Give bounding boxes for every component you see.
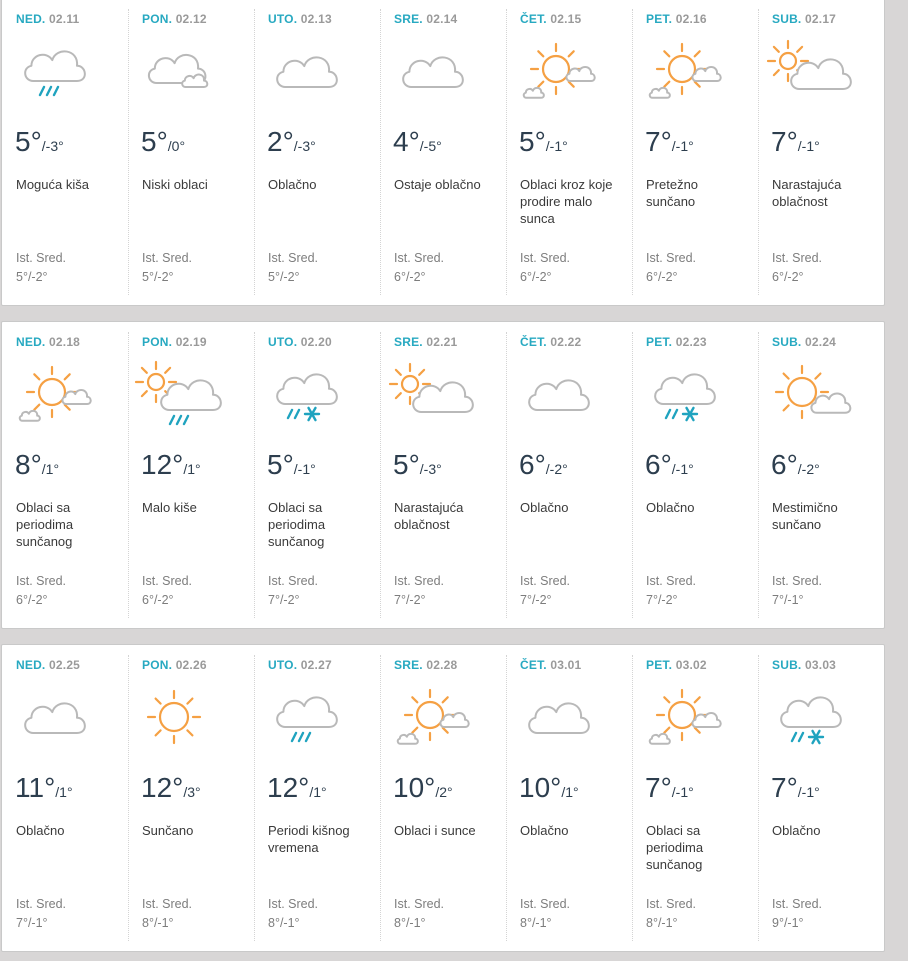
temp-min: /-1° (293, 461, 316, 477)
avg-value: 7°/-2° (268, 593, 300, 607)
avg-value: 8°/-1° (268, 916, 300, 930)
historical-average (268, 572, 318, 610)
day-date-value: 02.15 (550, 12, 582, 26)
temp-max: 12° (141, 449, 184, 480)
historical-average (16, 895, 66, 933)
day-cell[interactable] (128, 0, 254, 305)
avg-value: 9°/-1° (772, 916, 804, 930)
temp-min: /-5° (419, 138, 442, 154)
avg-label: Ist. Sred. (646, 897, 697, 911)
avg-label: Ist. Sred. (520, 251, 571, 265)
day-cell[interactable] (128, 645, 254, 951)
temperature (15, 772, 73, 804)
historical-average (772, 895, 822, 933)
low-clouds-icon (128, 35, 248, 115)
temp-min: /-2° (797, 461, 820, 477)
historical-average (142, 572, 192, 610)
day-date-value: 02.16 (675, 12, 707, 26)
temp-min: /-2° (545, 461, 568, 477)
day-cell[interactable] (2, 322, 128, 628)
temp-min: /-1° (797, 138, 820, 154)
temp-max: 12° (267, 772, 310, 803)
sun-clouds-icon (380, 681, 500, 761)
day-date-value: 02.23 (675, 335, 707, 349)
temp-max: 5° (267, 449, 294, 480)
weather-description: Oblačno (268, 177, 317, 192)
avg-label: Ist. Sred. (394, 574, 445, 588)
day-date (394, 12, 457, 26)
historical-average (268, 895, 318, 933)
temp-max: 10° (393, 772, 436, 803)
cloud-sleet-icon (254, 358, 374, 438)
temperature (519, 772, 579, 804)
temperature (393, 772, 453, 804)
cloud-sun-icon (380, 358, 500, 438)
cloud-icon-svg (2, 681, 122, 761)
avg-label: Ist. Sred. (268, 251, 319, 265)
day-name: UTO. (268, 12, 298, 26)
day-date-value: 02.21 (426, 335, 458, 349)
temperature (393, 126, 442, 158)
day-name: PET. (646, 335, 673, 349)
historical-average (772, 249, 822, 287)
sun-clouds-icon-svg (632, 35, 752, 115)
historical-average (520, 572, 570, 610)
cloud-icon-svg (506, 358, 626, 438)
temperature (141, 772, 201, 804)
temp-max: 5° (393, 449, 420, 480)
avg-value: 6°/-2° (646, 270, 678, 284)
temp-max: 4° (393, 126, 420, 157)
avg-label: Ist. Sred. (16, 574, 67, 588)
day-cell[interactable] (380, 645, 506, 951)
avg-value: 6°/-2° (394, 270, 426, 284)
low-clouds-icon-svg (128, 35, 248, 115)
temperature (771, 126, 820, 158)
weather-description: Oblačno (646, 500, 695, 515)
historical-average (142, 249, 192, 287)
sun-clouds-icon-svg (632, 681, 752, 761)
weather-description: Ostaje oblačno (394, 177, 481, 192)
day-date-value: 02.19 (175, 335, 207, 349)
avg-label: Ist. Sred. (16, 897, 67, 911)
avg-label: Ist. Sred. (394, 251, 445, 265)
cloud-icon (506, 358, 626, 438)
temp-min: /3° (183, 784, 201, 800)
day-date (772, 335, 836, 349)
day-cell[interactable] (506, 645, 632, 951)
cloud-sleet-icon-svg (758, 681, 878, 761)
avg-value: 5°/-2° (16, 270, 48, 284)
temp-min: /-1° (797, 784, 820, 800)
weather-description: Oblačno (772, 823, 821, 838)
historical-average (772, 572, 822, 610)
cloud-sleet-icon-svg (632, 358, 752, 438)
temp-max: 7° (645, 772, 672, 803)
historical-average (268, 249, 318, 287)
cloud-sun-rain-icon-svg (128, 358, 248, 438)
day-date (142, 335, 207, 349)
day-name: ČET. (520, 658, 547, 672)
day-date-value: 02.25 (49, 658, 81, 672)
temp-min: /1° (309, 784, 327, 800)
temp-max: 7° (771, 126, 798, 157)
sun-clouds-icon-svg (2, 358, 122, 438)
temp-min: /-3° (41, 138, 64, 154)
avg-label: Ist. Sred. (520, 897, 571, 911)
temp-max: 12° (141, 772, 184, 803)
historical-average (520, 895, 570, 933)
sun-clouds-icon (2, 358, 122, 438)
cloud-sun-icon (758, 35, 878, 115)
temperature (519, 126, 568, 158)
week-row (1, 321, 885, 629)
temp-min: /-3° (293, 138, 316, 154)
avg-label: Ist. Sred. (16, 251, 67, 265)
weather-description: Niski oblaci (142, 177, 208, 192)
avg-value: 7°/-2° (646, 593, 678, 607)
day-name: PON. (142, 658, 173, 672)
day-name: SUB. (772, 658, 802, 672)
avg-value: 6°/-2° (142, 593, 174, 607)
cloud-rain-icon-svg (2, 35, 122, 115)
day-name: ČET. (520, 335, 547, 349)
week-row (1, 644, 885, 952)
temperature (267, 126, 316, 158)
sun-icon (128, 681, 248, 761)
day-date-value: 02.18 (49, 335, 81, 349)
historical-average (394, 249, 444, 287)
historical-average (646, 895, 696, 933)
day-date-value: 03.03 (805, 658, 837, 672)
cloud-icon-svg (506, 681, 626, 761)
historical-average (394, 895, 444, 933)
temperature (141, 126, 185, 158)
temp-max: 8° (15, 449, 42, 480)
day-cell[interactable] (632, 322, 758, 628)
day-date (16, 658, 80, 672)
avg-value: 8°/-1° (646, 916, 678, 930)
day-date-value: 02.22 (550, 335, 582, 349)
temp-min: /-1° (671, 461, 694, 477)
cloud-icon-svg (380, 35, 500, 115)
temperature (645, 126, 694, 158)
sun-clouds-icon-svg (380, 681, 500, 761)
avg-value: 7°/-2° (394, 593, 426, 607)
avg-label: Ist. Sred. (646, 251, 697, 265)
avg-value: 7°/-1° (772, 593, 804, 607)
weather-description: Narastajuća oblačnost (394, 500, 464, 532)
day-name: PON. (142, 335, 173, 349)
day-cell[interactable] (758, 0, 884, 305)
day-name: ČET. (520, 12, 547, 26)
cloud-icon-svg (254, 35, 374, 115)
day-date (16, 335, 80, 349)
day-cell[interactable] (380, 0, 506, 305)
day-date (268, 658, 332, 672)
day-cell[interactable] (2, 645, 128, 951)
temperature (645, 449, 694, 481)
weather-description: Oblačno (16, 823, 65, 838)
day-date-value: 02.13 (300, 12, 332, 26)
sun-cloud-icon-svg (758, 358, 878, 438)
day-cell[interactable] (506, 322, 632, 628)
day-date (142, 12, 207, 26)
temp-min: /1° (183, 461, 201, 477)
day-date-value: 02.26 (175, 658, 207, 672)
temp-min: /-1° (545, 138, 568, 154)
day-date-value: 02.27 (300, 658, 332, 672)
cloud-rain-icon (254, 681, 374, 761)
cloud-icon (2, 681, 122, 761)
cloud-sun-rain-icon (128, 358, 248, 438)
day-name: UTO. (268, 335, 298, 349)
avg-label: Ist. Sred. (268, 897, 319, 911)
temp-max: 5° (15, 126, 42, 157)
temp-min: /-3° (419, 461, 442, 477)
day-date (394, 335, 457, 349)
day-name: SRE. (394, 12, 423, 26)
temp-max: 6° (645, 449, 672, 480)
avg-value: 8°/-1° (394, 916, 426, 930)
day-cell[interactable] (758, 645, 884, 951)
avg-value: 7°/-1° (16, 916, 48, 930)
day-date (646, 12, 707, 26)
weather-description: Oblačno (520, 500, 569, 515)
weather-description: Sunčano (142, 823, 194, 838)
avg-label: Ist. Sred. (646, 574, 697, 588)
avg-value: 6°/-2° (772, 270, 804, 284)
weather-description: Oblaci i sunce (394, 823, 476, 838)
weather-description: Narastajuća oblačnost (772, 177, 842, 209)
day-cell[interactable] (758, 322, 884, 628)
temp-max: 11° (15, 772, 56, 803)
cloud-icon (380, 35, 500, 115)
temperature (771, 772, 820, 804)
avg-label: Ist. Sred. (394, 897, 445, 911)
historical-average (520, 249, 570, 287)
weather-description: Oblaci sa periodima sunčanog (268, 500, 326, 549)
avg-value: 7°/-2° (520, 593, 552, 607)
day-cell[interactable] (254, 0, 380, 305)
day-cell[interactable] (254, 322, 380, 628)
temp-max: 7° (645, 126, 672, 157)
weather-description: Pretežno sunčano (646, 177, 699, 209)
historical-average (142, 895, 192, 933)
temperature (519, 449, 568, 481)
day-date-value: 02.14 (426, 12, 458, 26)
day-cell[interactable] (2, 0, 128, 305)
week-row (1, 0, 885, 306)
temperature (393, 449, 442, 481)
temperature (645, 772, 694, 804)
temp-max: 6° (519, 449, 546, 480)
day-cell[interactable] (632, 645, 758, 951)
sun-clouds-icon (632, 35, 752, 115)
historical-average (646, 572, 696, 610)
day-cell[interactable] (254, 645, 380, 951)
avg-value: 8°/-1° (520, 916, 552, 930)
day-date (394, 658, 457, 672)
weather-description: Oblačno (520, 823, 569, 838)
day-date (520, 658, 581, 672)
historical-average (16, 249, 66, 287)
cloud-rain-icon-svg (254, 681, 374, 761)
avg-label: Ist. Sred. (142, 574, 193, 588)
temp-max: 10° (519, 772, 562, 803)
day-date-value: 02.28 (426, 658, 458, 672)
avg-label: Ist. Sred. (142, 897, 193, 911)
sun-cloud-icon (758, 358, 878, 438)
avg-label: Ist. Sred. (772, 574, 823, 588)
cloud-sun-icon-svg (380, 358, 500, 438)
temperature (267, 449, 316, 481)
historical-average (16, 572, 66, 610)
day-date (142, 658, 207, 672)
day-date (772, 658, 836, 672)
sun-icon-svg (128, 681, 248, 761)
avg-value: 8°/-1° (142, 916, 174, 930)
day-date (646, 335, 707, 349)
day-name: SRE. (394, 335, 423, 349)
cloud-sun-icon-svg (758, 35, 878, 115)
day-date-value: 02.11 (49, 12, 80, 26)
temp-min: /-1° (671, 138, 694, 154)
day-date-value: 02.17 (805, 12, 837, 26)
day-date (520, 12, 581, 26)
temp-max: 5° (141, 126, 168, 157)
day-name: SRE. (394, 658, 423, 672)
avg-value: 6°/-2° (520, 270, 552, 284)
day-date-value: 02.12 (175, 12, 207, 26)
day-name: PET. (646, 12, 673, 26)
temp-min: /0° (167, 138, 186, 154)
day-cell[interactable] (632, 0, 758, 305)
temp-min: /-1° (671, 784, 694, 800)
temperature (771, 449, 820, 481)
cloud-rain-icon (2, 35, 122, 115)
historical-average (394, 572, 444, 610)
temperature (15, 126, 64, 158)
day-date-value: 02.20 (300, 335, 332, 349)
weather-description: Mestimično sunčano (772, 500, 838, 532)
cloud-icon (254, 35, 374, 115)
day-date-value: 03.02 (675, 658, 707, 672)
cloud-icon (506, 681, 626, 761)
temp-min: /1° (55, 784, 73, 800)
temp-max: 6° (771, 449, 798, 480)
day-cell[interactable] (128, 322, 254, 628)
temp-max: 5° (519, 126, 546, 157)
weather-description: Malo kiše (142, 500, 197, 515)
day-date (772, 12, 836, 26)
weather-description: Oblaci sa periodima sunčanog (646, 823, 704, 872)
day-name: NED. (16, 335, 46, 349)
sun-clouds-icon-svg (506, 35, 626, 115)
day-name: PET. (646, 658, 673, 672)
avg-label: Ist. Sred. (268, 574, 319, 588)
day-name: NED. (16, 12, 46, 26)
weather-description: Periodi kišnog vremena (268, 823, 350, 855)
avg-label: Ist. Sred. (772, 897, 823, 911)
avg-value: 5°/-2° (268, 270, 300, 284)
day-cell[interactable] (380, 322, 506, 628)
weather-description: Oblaci sa periodima sunčanog (16, 500, 74, 549)
temp-min: /1° (41, 461, 60, 477)
temp-min: /2° (435, 784, 453, 800)
day-date (268, 335, 332, 349)
day-date-value: 03.01 (550, 658, 582, 672)
historical-average (646, 249, 696, 287)
avg-label: Ist. Sred. (142, 251, 193, 265)
day-name: PON. (142, 12, 173, 26)
sun-clouds-icon (632, 681, 752, 761)
avg-value: 6°/-2° (16, 593, 48, 607)
day-date (520, 335, 581, 349)
temperature (15, 449, 59, 481)
avg-label: Ist. Sred. (520, 574, 571, 588)
day-date (646, 658, 707, 672)
day-name: SUB. (772, 12, 802, 26)
weather-description: Moguća kiša (16, 177, 89, 192)
weather-description: Oblaci kroz koje prodire malo sunca (520, 177, 613, 226)
day-name: NED. (16, 658, 46, 672)
sun-clouds-icon (506, 35, 626, 115)
temp-min: /1° (561, 784, 579, 800)
cloud-sleet-icon-svg (254, 358, 374, 438)
cloud-sleet-icon (632, 358, 752, 438)
day-date-value: 02.24 (805, 335, 837, 349)
day-cell[interactable] (506, 0, 632, 305)
day-name: SUB. (772, 335, 802, 349)
temp-max: 2° (267, 126, 294, 157)
day-name: UTO. (268, 658, 298, 672)
avg-value: 5°/-2° (142, 270, 174, 284)
day-date (268, 12, 332, 26)
day-date (16, 12, 79, 26)
temperature (141, 449, 201, 481)
temperature (267, 772, 327, 804)
cloud-sleet-icon (758, 681, 878, 761)
avg-label: Ist. Sred. (772, 251, 823, 265)
temp-max: 7° (771, 772, 798, 803)
